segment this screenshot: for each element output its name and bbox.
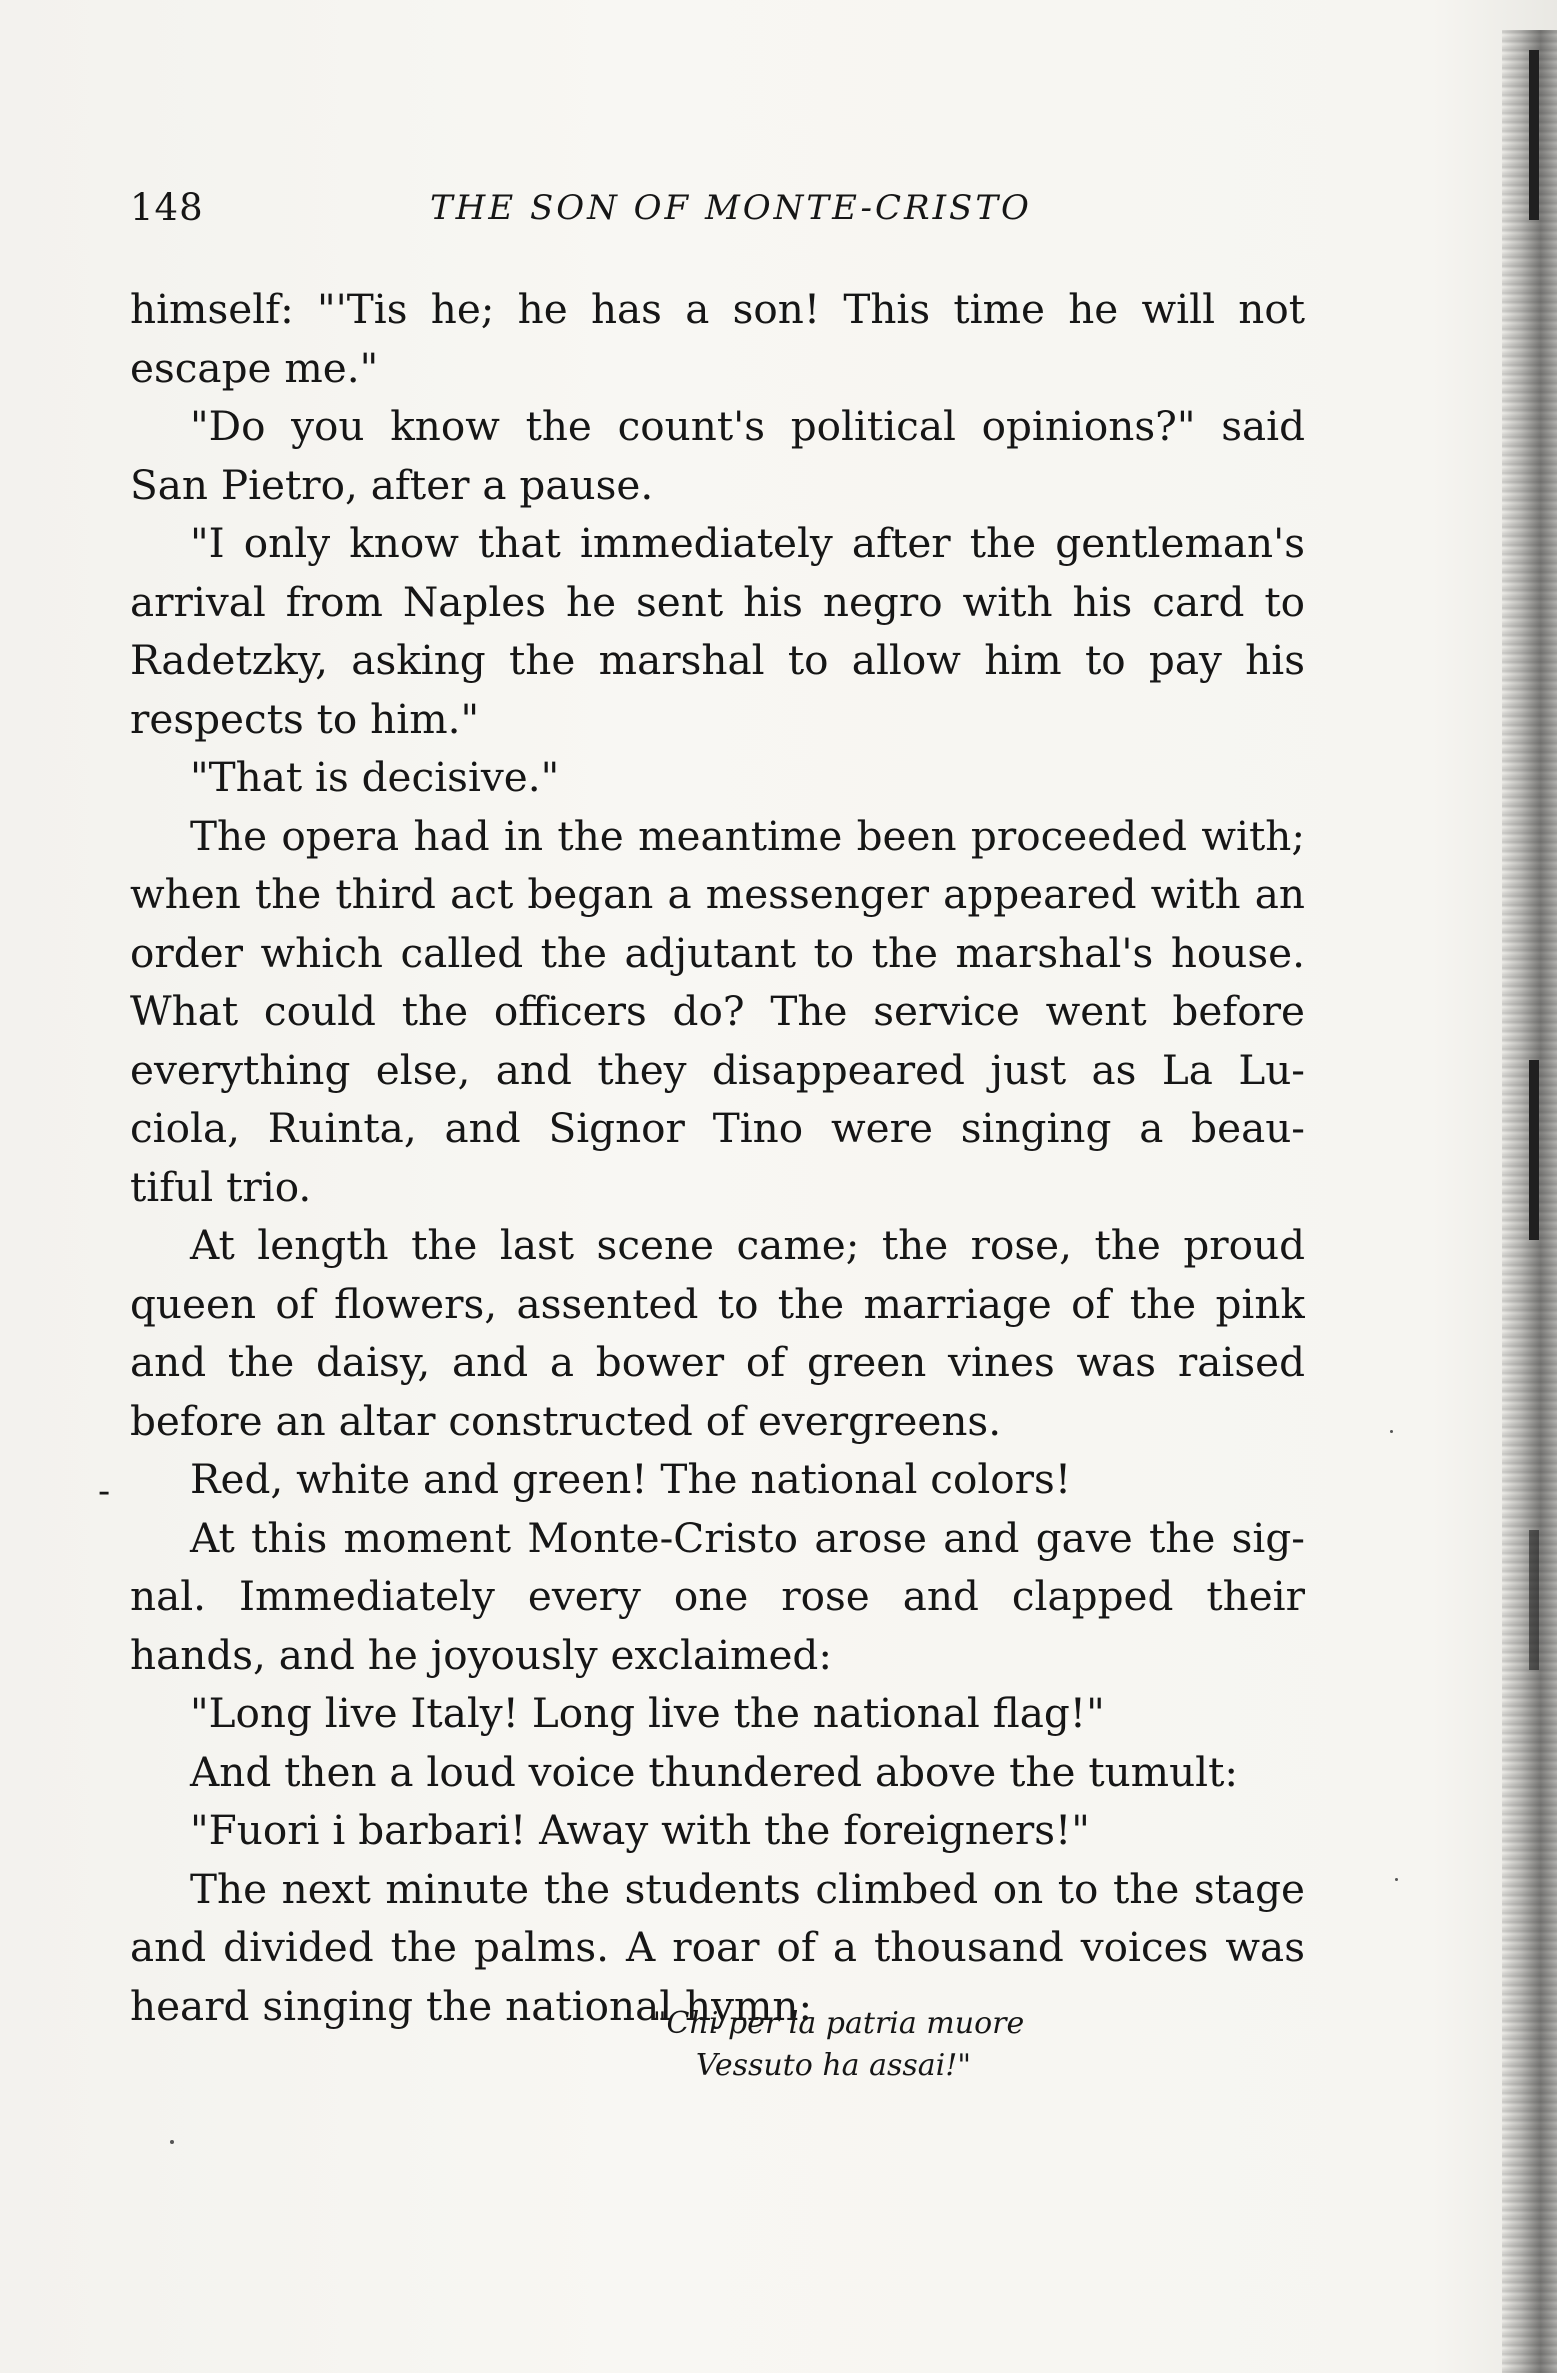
text-line: The opera had in the meantime been proceeded with;	[190, 811, 1305, 860]
verse-line: "Chi per la patria muore	[652, 2006, 1025, 2041]
text-line: San Pietro, after a pause.	[130, 460, 654, 509]
text-line: "That is decisive."	[190, 753, 560, 801]
text-line: hands, and he joyously exclaimed:	[130, 1630, 832, 1679]
page-number: 148	[130, 186, 204, 229]
text-line: "I only know that immediately after the gentleman's	[190, 519, 1305, 567]
gutter-shadow-mark	[1529, 1060, 1539, 1240]
text-line: everything else, and they disappeared just as La Lu-	[130, 1045, 1305, 1094]
text-line: At length the last scene came; the rose, the proud	[190, 1221, 1305, 1269]
text-line: nal. Immediately every one rose and clapped their	[130, 1572, 1305, 1620]
print-speck	[1395, 1878, 1398, 1881]
text-line: respects to him."	[130, 694, 480, 743]
text-line: What could the officers do? The service went before	[130, 987, 1305, 1035]
margin-mark: -	[98, 1471, 111, 1512]
text-line: heard singing the national hymn:	[130, 1981, 813, 2030]
running-header	[130, 178, 1310, 238]
text-line: tiful trio.	[130, 1162, 312, 1211]
gutter-shadow-mark	[1529, 50, 1539, 220]
running-title: THE SON OF MONTE-CRISTO	[430, 188, 1032, 228]
text-line: "Long live Italy! Long live the national flag!"	[190, 1689, 1105, 1737]
text-line: Radetzky, asking the marshal to allow him to pay his	[130, 636, 1305, 684]
gutter-shadow-mark	[1529, 1530, 1539, 1670]
text-line: ciola, Ruinta, and Signor Tino were singing a beau-	[130, 1104, 1305, 1152]
text-line: and the daisy, and a bower of green vines was raised	[130, 1338, 1305, 1386]
text-line: before an altar constructed of evergreens.	[130, 1396, 1002, 1445]
text-line: The next minute the students climbed on to the stage	[190, 1864, 1305, 1913]
text-line: "Fuori i barbari! Away with the foreigners!"	[190, 1806, 1090, 1854]
text-line: Red, white and green! The national colors!	[190, 1455, 1072, 1503]
verse-line: Vessuto ha assai!"	[695, 2048, 972, 2083]
text-line: order which called the adjutant to the marshal's house.	[130, 928, 1305, 977]
text-line: At this moment Monte-Cristo arose and gave the sig-	[190, 1513, 1305, 1562]
body-text	[130, 280, 1305, 2035]
text-line: when the third act began a messenger appeared with an	[130, 870, 1305, 918]
text-line: and divided the palms. A roar of a thousand voices was	[130, 1923, 1305, 1971]
print-speck	[1390, 1430, 1393, 1433]
text-line: arrival from Naples he sent his negro with his card to	[130, 577, 1305, 626]
text-line: himself: "'Tis he; he has a son! This time he will not	[130, 285, 1305, 333]
print-speck	[170, 2140, 174, 2144]
text-line: escape me."	[130, 343, 379, 392]
text-line: queen of flowers, assented to the marriage of the pink	[130, 1279, 1305, 1328]
text-line: And then a loud voice thundered above the tumult:	[190, 1747, 1239, 1796]
text-line: "Do you know the count's political opinions?" said	[190, 402, 1305, 450]
